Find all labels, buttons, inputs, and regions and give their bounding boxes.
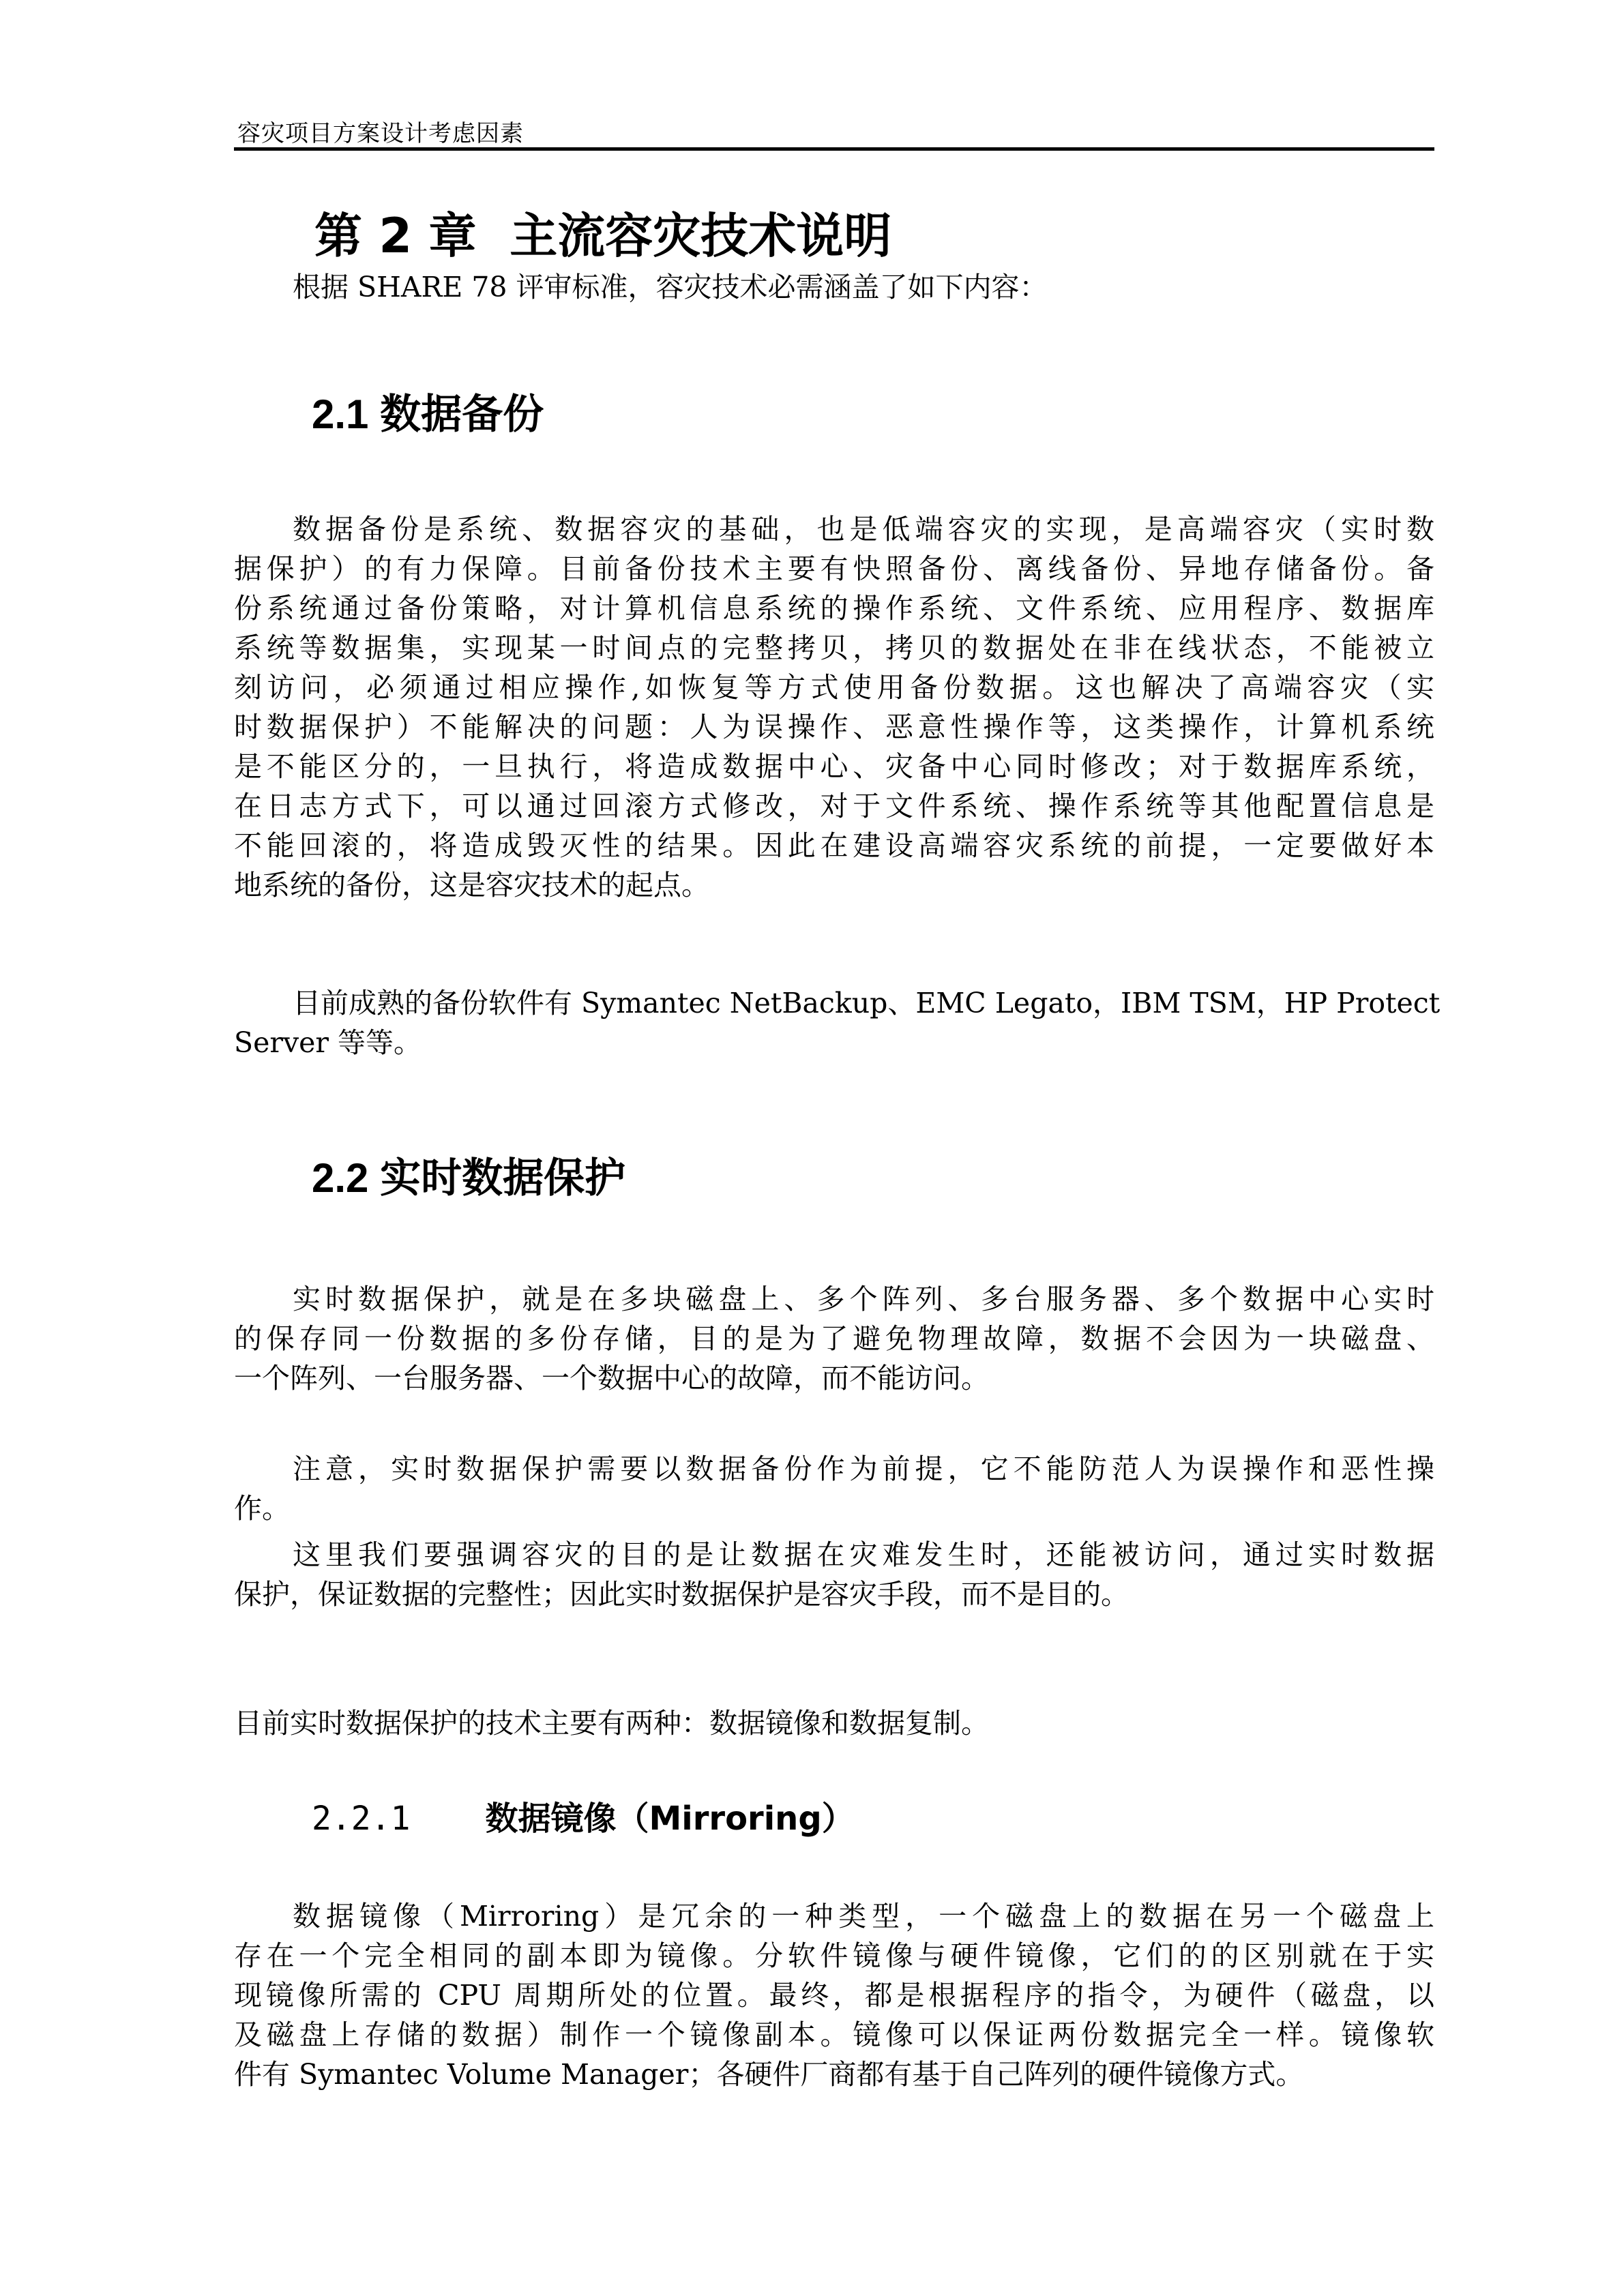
paragraph <box>234 1535 1434 1614</box>
text-line: 地系统的备份，这是容灾技术的起点。 <box>234 869 709 901</box>
paragraph <box>234 1703 1434 1743</box>
paragraph <box>234 1896 1434 2094</box>
text-line: 作。 <box>234 1492 290 1525</box>
subsection-heading-2-2-1 <box>312 1792 855 1839</box>
text-line: 目前成熟的备份软件有 Symantec NetBackup、EMC Legato，IBM TSM，HP Protect <box>293 987 1441 1019</box>
text-line: 数据镜像（Mirroring）是冗余的一种类型，一个磁盘上的数据在另一个磁盘上 <box>293 1900 1434 1933</box>
text-line: 时数据保护）不能解决的问题：人为误操作、恶意性操作等，这类操作，计算机系统 <box>234 711 1434 743</box>
text-line: 刻访问，必须通过相应操作,如恢复等方式使用备份数据。这也解决了高端容灾（实 <box>234 671 1434 704</box>
text-line: 据保护）的有力保障。目前备份技术主要有快照备份、离线备份、异地存储备份。备 <box>234 552 1434 585</box>
text-line: 系统等数据集，实现某一时间点的完整拷贝，拷贝的数据处在非在线状态，不能被立 <box>234 631 1434 664</box>
text-line: 不能回滚的，将造成毁灭性的结果。因此在建设高端容灾系统的前提，一定要做好本 <box>234 829 1434 862</box>
text-line: 及磁盘上存储的数据）制作一个镜像副本。镜像可以保证两份数据完全一样。镜像软 <box>234 2018 1434 2051</box>
subsection-title: 数据镜像（Mirroring） <box>485 1800 855 1838</box>
text-line: 件有 Symantec Volume Manager；各硬件厂商都有基于自己阵列的硬件镜像方式。 <box>234 2058 1304 2091</box>
text-line: 保护，保证数据的完整性；因此实时数据保护是容灾手段，而不是目的。 <box>234 1578 1129 1611</box>
chapter-heading <box>314 198 891 267</box>
subsection-number: 2.2.1 <box>312 1800 411 1838</box>
paragraph <box>234 1449 1434 1528</box>
text-line: 的保存同一份数据的多份存储，目的是为了避免物理故障，数据不会因为一块磁盘、 <box>234 1322 1434 1355</box>
text-line: 现镜像所需的 CPU 周期所处的位置。最终，都是根据程序的指令，为硬件（磁盘，以 <box>234 1979 1434 2012</box>
text-line: 实时数据保护，就是在多块磁盘上、多个阵列、多台服务器、多个数据中心实时 <box>293 1283 1434 1315</box>
text-line: 在日志方式下，可以通过回滚方式修改，对于文件系统、操作系统等其他配置信息是 <box>234 790 1434 822</box>
section-heading-2-1: 2.1 数据备份 <box>312 391 544 437</box>
section-heading-2-2: 2.2 实时数据保护 <box>312 1155 626 1201</box>
header-rule <box>234 147 1434 151</box>
paragraph <box>234 1279 1434 1398</box>
chapter-title: 主流容灾技术说明 <box>510 208 892 264</box>
running-header: 容灾项目方案设计考虑因素 <box>237 120 524 147</box>
chapter-intro: 根据 SHARE 78 评审标准，容灾技术必需涵盖了如下内容： <box>293 271 1048 303</box>
paragraph <box>234 509 1434 905</box>
text-line: 这里我们要强调容灾的目的是让数据在灾难发生时，还能被访问，通过实时数据 <box>293 1538 1434 1571</box>
text-line: 注意，实时数据保护需要以数据备份作为前提，它不能防范人为误操作和恶性操 <box>293 1452 1434 1485</box>
text-line: Server 等等。 <box>234 1026 422 1059</box>
text-line: 存在一个完全相同的副本即为镜像。分软件镜像与硬件镜像，它们的的区别就在于实 <box>234 1939 1434 1972</box>
paragraph <box>234 983 1441 1062</box>
chapter-number: 第 2 章 <box>314 208 477 264</box>
text-line: 一个阵列、一台服务器、一个数据中心的故障，而不能访问。 <box>234 1362 989 1395</box>
text-line: 目前实时数据保护的技术主要有两种：数据镜像和数据复制。 <box>234 1707 989 1740</box>
text-line: 数据备份是系统、数据容灾的基础，也是低端容灾的实现，是高端容灾（实时数 <box>293 513 1434 546</box>
text-line: 是不能区分的，一旦执行，将造成数据中心、灾备中心同时修改；对于数据库系统， <box>234 750 1434 783</box>
text-line: 份系统通过备份策略，对计算机信息系统的操作系统、文件系统、应用程序、数据库 <box>234 592 1434 625</box>
